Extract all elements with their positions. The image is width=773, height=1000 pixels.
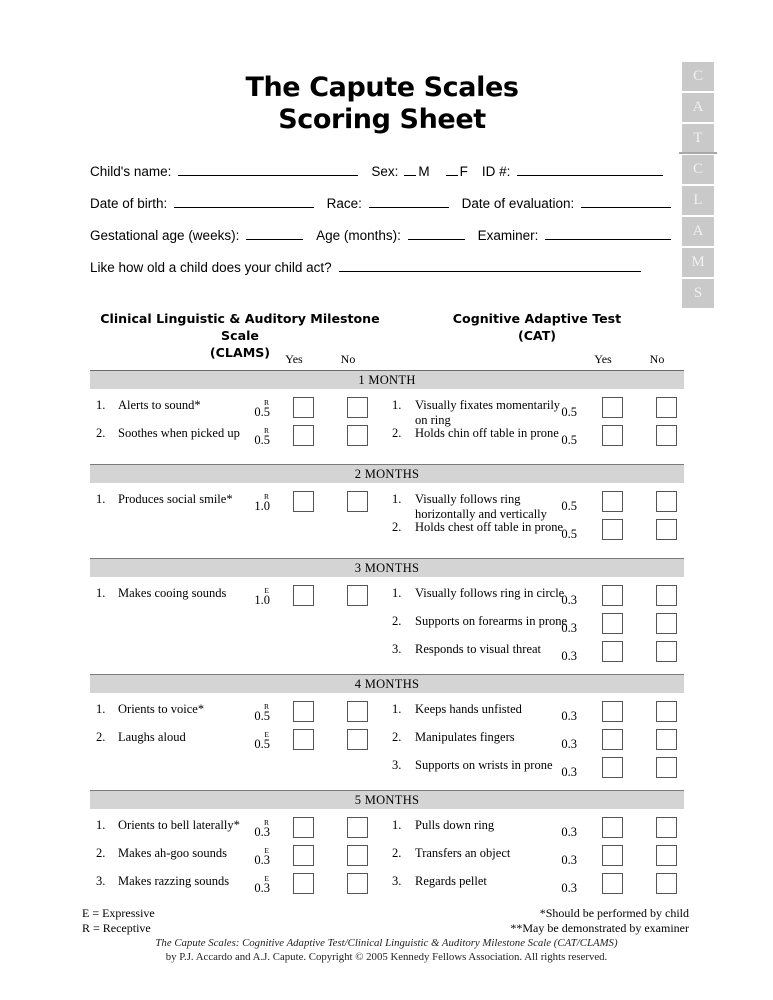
cat-score-value: 0.3 <box>561 737 577 751</box>
cat-item-line: Holds chin off table in prone <box>415 426 559 440</box>
clams-item-number: 2. <box>96 426 106 440</box>
sex-female-checkbox[interactable] <box>446 164 458 176</box>
clams-no-header: No <box>340 352 356 366</box>
clams-item-number: 2. <box>96 730 106 744</box>
cat-item-line: Keeps hands unfisted <box>415 702 522 716</box>
clams-score-value: 1.0 <box>254 499 270 513</box>
clams-item-number: 1. <box>96 702 106 716</box>
clams-item-line: Produces social smile* <box>118 492 233 506</box>
cat-no-header: No <box>649 352 665 366</box>
clams-item-line: Orients to voice* <box>118 702 205 716</box>
cat-no-checkbox[interactable] <box>656 729 677 750</box>
clams-no-checkbox[interactable] <box>347 585 368 606</box>
section-band: 3 MONTHS <box>90 558 684 577</box>
examiner-input[interactable] <box>545 227 671 240</box>
cat-item-score <box>555 587 577 606</box>
cat-item-label <box>415 492 573 522</box>
clams-item-label <box>118 818 266 833</box>
clams-item-score <box>248 427 270 446</box>
clams-yes-checkbox[interactable] <box>293 845 314 866</box>
clams-item-line: Makes ah-goo sounds <box>118 846 228 860</box>
cat-score-value: 0.5 <box>561 433 577 447</box>
cat-item-number: 1. <box>392 586 402 600</box>
cat-no-checkbox[interactable] <box>656 817 677 838</box>
cat-item-number: 2. <box>392 426 402 440</box>
clams-abbrev: (CLAMS) <box>209 345 271 360</box>
cat-no-checkbox[interactable] <box>656 585 677 606</box>
sex-male-label: M <box>418 164 430 179</box>
cat-item-score <box>555 875 577 894</box>
cat-item-number: 1. <box>392 398 402 412</box>
clams-item-label <box>118 730 266 745</box>
title-line-2: Scoring Sheet <box>278 104 486 135</box>
cat-item-label <box>415 702 573 717</box>
clams-yes-checkbox[interactable] <box>293 585 314 606</box>
cat-no-checkbox[interactable] <box>656 701 677 722</box>
title-line-1: The Capute Scales <box>245 72 519 103</box>
cat-item-label <box>415 818 573 833</box>
clams-item-score <box>248 493 270 512</box>
gestational-age-label: Gestational age (weeks): <box>90 228 240 243</box>
clams-score-type-marker: R <box>263 702 269 711</box>
clams-score-value: 1.0 <box>254 593 270 607</box>
legend-block <box>82 906 155 936</box>
cat-item-number: 2. <box>392 846 402 860</box>
cat-yes-checkbox[interactable] <box>602 757 623 778</box>
cat-score-value: 0.3 <box>561 709 577 723</box>
cat-item-label <box>415 758 573 773</box>
section-body <box>90 483 684 558</box>
clams-yes-checkbox[interactable] <box>293 873 314 894</box>
cat-item-label <box>415 730 573 745</box>
examiner-label: Examiner: <box>477 228 539 243</box>
cat-item-score <box>555 819 577 838</box>
clams-item-score <box>248 819 270 838</box>
clams-yes-checkbox[interactable] <box>293 397 314 418</box>
clams-score-type-marker: E <box>264 586 269 595</box>
date-of-eval-input[interactable] <box>581 195 671 208</box>
cat-yes-checkbox[interactable] <box>602 641 623 662</box>
cat-yes-checkbox[interactable] <box>602 701 623 722</box>
section-band: 5 MONTHS <box>90 790 684 809</box>
cat-item-label <box>415 398 573 428</box>
clams-item-line: Orients to bell laterally* <box>118 818 240 832</box>
clams-item-line: Laughs aloud <box>118 730 186 744</box>
clams-no-checkbox[interactable] <box>347 397 368 418</box>
cat-abbrev: (CAT) <box>517 328 557 343</box>
id-input[interactable] <box>517 163 663 176</box>
clams-item-score <box>248 703 270 722</box>
gestational-age-input[interactable] <box>246 227 303 240</box>
side-tab-letter-6: A <box>682 217 714 246</box>
cat-item-line: Visually fixates momentarily <box>415 398 561 412</box>
cat-item-line: Transfers an object <box>415 846 511 860</box>
side-tab-letter-1: C <box>682 62 714 91</box>
clams-item-number: 1. <box>96 398 106 412</box>
cat-yes-checkbox[interactable] <box>602 873 623 894</box>
clams-yes-checkbox[interactable] <box>293 425 314 446</box>
section-band: 4 MONTHS <box>90 674 684 693</box>
footnotes-block <box>510 906 689 936</box>
cat-item-score <box>555 731 577 750</box>
copyright-block <box>0 937 773 964</box>
legend-receptive: R = Receptive <box>82 921 151 935</box>
section-band: 1 MONTH <box>90 370 684 389</box>
clams-score-value: 0.5 <box>254 433 270 447</box>
cat-score-value: 0.3 <box>561 593 577 607</box>
side-tab-letter-2: A <box>682 93 714 122</box>
cat-yes-header: Yes <box>594 352 612 366</box>
clams-item-score <box>248 731 270 750</box>
cat-score-value: 0.5 <box>561 527 577 541</box>
yes-no-column-headers <box>90 352 684 370</box>
clams-yes-checkbox[interactable] <box>293 491 314 512</box>
clams-no-checkbox[interactable] <box>347 845 368 866</box>
cat-item-score <box>555 427 577 446</box>
clams-item-number: 1. <box>96 586 106 600</box>
clams-item-label <box>118 874 266 889</box>
cat-score-value: 0.3 <box>561 765 577 779</box>
clams-item-score <box>248 587 270 606</box>
cat-item-score <box>555 615 577 634</box>
child-name-input[interactable] <box>178 163 358 176</box>
side-tab-letter-7: M <box>682 248 714 277</box>
clams-score-value: 0.5 <box>254 709 270 723</box>
side-tab-letter-3: T <box>682 124 714 153</box>
clams-no-checkbox[interactable] <box>347 873 368 894</box>
cat-yes-checkbox[interactable] <box>602 845 623 866</box>
field-row-name <box>90 163 674 195</box>
cat-no-checkbox[interactable] <box>656 519 677 540</box>
cat-yes-checkbox[interactable] <box>602 491 623 512</box>
cat-item-score <box>555 643 577 662</box>
clams-item-score <box>248 847 270 866</box>
cat-item-line: horizontally and vertically <box>415 507 547 521</box>
cat-no-checkbox[interactable] <box>656 641 677 662</box>
cat-item-score <box>555 399 577 418</box>
clams-no-checkbox[interactable] <box>347 491 368 512</box>
cat-title: Cognitive Adaptive Test <box>452 311 622 326</box>
cat-item-label <box>415 586 573 601</box>
clams-item-number: 2. <box>96 846 106 860</box>
cat-item-line: Visually follows ring in circle <box>415 586 565 600</box>
footnote-single-star: *Should be performed by child <box>539 906 689 920</box>
clams-yes-header: Yes <box>285 352 303 366</box>
date-of-eval-label: Date of evaluation: <box>461 196 575 211</box>
side-tab-letter-4: C <box>682 155 714 184</box>
age-months-input[interactable] <box>408 227 465 240</box>
clams-item-label <box>118 492 266 507</box>
copyright-line-1: The Capute Scales: Cognitive Adaptive Test/Clinical Linguistic & Auditory Milestone Scale (CAT/CLAMS) <box>155 937 618 949</box>
cat-score-value: 0.3 <box>561 649 577 663</box>
cat-item-number: 1. <box>392 818 402 832</box>
section-body <box>90 809 684 906</box>
cat-item-line: Manipulates fingers <box>415 730 515 744</box>
sex-female-label: F <box>459 164 468 179</box>
sex-label: Sex: <box>371 164 399 179</box>
cat-no-checkbox[interactable] <box>656 845 677 866</box>
cat-item-number: 3. <box>392 758 402 772</box>
clams-no-checkbox[interactable] <box>347 425 368 446</box>
cat-item-score <box>555 703 577 722</box>
id-label: ID #: <box>481 164 511 179</box>
cat-yes-checkbox[interactable] <box>602 729 623 750</box>
cat-item-label <box>415 642 573 657</box>
cat-item-line: Supports on forearms in prone <box>415 614 568 628</box>
clams-item-number: 3. <box>96 874 106 888</box>
cat-item-label <box>415 874 573 889</box>
clams-yes-checkbox[interactable] <box>293 729 314 750</box>
clams-score-type-marker: R <box>263 398 269 407</box>
side-tab-letter-5: L <box>682 186 714 215</box>
clams-yes-checkbox[interactable] <box>293 701 314 722</box>
clams-score-type-marker: R <box>263 492 269 501</box>
clams-item-number: 1. <box>96 492 106 506</box>
legend-expressive: E = Expressive <box>82 906 155 920</box>
clams-item-label <box>118 398 266 413</box>
cat-item-number: 1. <box>392 492 402 506</box>
clams-score-value: 0.3 <box>254 853 270 867</box>
cat-item-number: 3. <box>392 874 402 888</box>
cat-item-label <box>415 846 573 861</box>
clams-item-label <box>118 586 266 601</box>
clams-item-line: Makes cooing sounds <box>118 586 227 600</box>
cat-item-line: Holds chest off table in prone <box>415 520 563 534</box>
cat-item-line: Regards pellet <box>415 874 487 888</box>
cat-item-score <box>555 493 577 512</box>
cat-no-checkbox[interactable] <box>656 425 677 446</box>
cat-item-score <box>555 847 577 866</box>
section-band: 2 MONTHS <box>90 464 684 483</box>
clams-item-line: Alerts to sound* <box>118 398 201 412</box>
race-input[interactable] <box>369 195 449 208</box>
clams-score-type-marker: E <box>264 846 269 855</box>
clams-score-value: 0.5 <box>254 737 270 751</box>
cat-score-value: 0.3 <box>561 621 577 635</box>
copyright-line-2: by P.J. Accardo and A.J. Capute. Copyright © 2005 Kennedy Fellows Association. All rights reserved. <box>165 950 608 963</box>
cat-score-value: 0.3 <box>561 853 577 867</box>
cat-item-label <box>415 614 573 629</box>
section-body <box>90 693 684 790</box>
cat-yes-checkbox[interactable] <box>602 585 623 606</box>
clams-score-type-marker: E <box>264 730 269 739</box>
cat-item-line: on ring <box>415 413 451 427</box>
cat-score-value: 0.5 <box>561 405 577 419</box>
age-months-label: Age (months): <box>316 228 401 243</box>
clams-item-score <box>248 399 270 418</box>
cat-yes-checkbox[interactable] <box>602 519 623 540</box>
field-row-acts-like <box>90 259 674 291</box>
clams-item-score <box>248 875 270 894</box>
cat-yes-checkbox[interactable] <box>602 613 623 634</box>
sex-male-checkbox[interactable] <box>404 164 416 176</box>
cat-yes-checkbox[interactable] <box>602 817 623 838</box>
footnote-double-star: **May be demonstrated by examiner <box>510 921 689 935</box>
page-title <box>90 72 674 136</box>
cat-item-line: Pulls down ring <box>415 818 495 832</box>
clams-score-type-marker: E <box>264 874 269 883</box>
clams-no-checkbox[interactable] <box>347 701 368 722</box>
cat-no-checkbox[interactable] <box>656 757 677 778</box>
cat-item-score <box>555 521 577 540</box>
identification-fields <box>90 163 674 291</box>
cat-score-value: 0.5 <box>561 499 577 513</box>
section-body <box>90 389 684 464</box>
cat-no-checkbox[interactable] <box>656 397 677 418</box>
clams-score-value: 0.3 <box>254 881 270 895</box>
cat-no-checkbox[interactable] <box>656 491 677 512</box>
cat-item-score <box>555 759 577 778</box>
cat-item-number: 2. <box>392 730 402 744</box>
milestone-table <box>90 370 684 906</box>
cat-yes-checkbox[interactable] <box>602 397 623 418</box>
clams-no-checkbox[interactable] <box>347 817 368 838</box>
clams-item-line: Soothes when picked up <box>118 426 240 440</box>
cat-item-label <box>415 426 573 441</box>
clams-score-value: 0.3 <box>254 825 270 839</box>
field-row-dob <box>90 195 674 227</box>
clams-item-line: Makes razzing sounds <box>118 874 230 888</box>
dob-label: Date of birth: <box>90 196 168 211</box>
cat-item-label <box>415 520 573 535</box>
cat-item-line: Visually follows ring <box>415 492 521 506</box>
clams-title: Clinical Linguistic & Auditory Milestone Scale <box>100 311 380 343</box>
clams-yes-checkbox[interactable] <box>293 817 314 838</box>
clams-item-label <box>118 702 266 717</box>
section-body <box>90 577 684 674</box>
cat-yes-checkbox[interactable] <box>602 425 623 446</box>
cat-no-checkbox[interactable] <box>656 613 677 634</box>
race-label: Race: <box>326 196 362 211</box>
cat-score-value: 0.3 <box>561 881 577 895</box>
acts-like-label: Like how old a child does your child act? <box>90 260 332 275</box>
side-tab-catclams <box>682 62 714 308</box>
clams-item-label <box>118 846 266 861</box>
cat-item-line: Responds to visual threat <box>415 642 542 656</box>
cat-no-checkbox[interactable] <box>656 873 677 894</box>
side-tab-letter-8: S <box>682 279 714 308</box>
cat-item-line: Supports on wrists in prone <box>415 758 553 772</box>
acts-like-input[interactable] <box>339 259 641 272</box>
clams-score-type-marker: R <box>263 818 269 827</box>
child-name-label: Child's name: <box>90 164 172 179</box>
field-row-gestational <box>90 227 674 259</box>
cat-item-number: 3. <box>392 642 402 656</box>
clams-item-label <box>118 426 266 441</box>
cat-item-number: 2. <box>392 520 402 534</box>
clams-no-checkbox[interactable] <box>347 729 368 750</box>
clams-score-type-marker: R <box>263 426 269 435</box>
clams-item-number: 1. <box>96 818 106 832</box>
cat-item-number: 2. <box>392 614 402 628</box>
dob-input[interactable] <box>174 195 314 208</box>
cat-score-value: 0.3 <box>561 825 577 839</box>
clams-score-value: 0.5 <box>254 405 270 419</box>
cat-item-number: 1. <box>392 702 402 716</box>
